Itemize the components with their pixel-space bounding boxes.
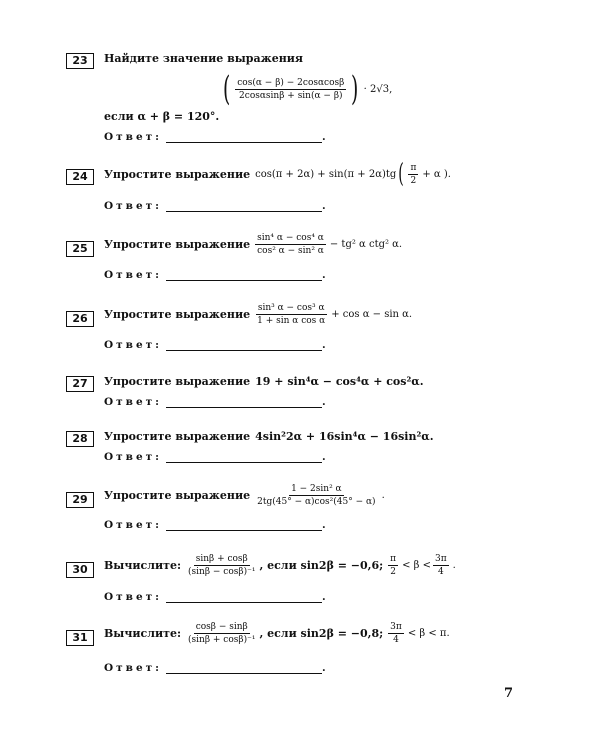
answer-row: Ответ: . bbox=[104, 131, 326, 143]
answer-row: Ответ: . bbox=[104, 591, 326, 603]
answer-row: Ответ: . bbox=[104, 339, 326, 351]
answer-blank[interactable] bbox=[166, 130, 322, 143]
answer-blank[interactable] bbox=[166, 338, 322, 351]
fraction: $\frac{\cos(\alpha - \beta) - 2\cos\alpha\cos\beta}{2\cos\alpha\sin\beta + \sin(\alpha - \beta)}$ bbox=[237, 77, 345, 101]
fraction: $\frac{3\pi}{4}$ bbox=[390, 622, 402, 645]
problem-number: 26 bbox=[66, 311, 94, 327]
fraction: $\frac{\text{1 − 2sin² α}}{\text{2tg(45° − α)cos²(45° − α)}}$ bbox=[257, 484, 376, 507]
problem-line: Упростите выражение 4sin²2α + 16sin⁴α − 16sin²α. bbox=[104, 430, 434, 443]
answer-blank[interactable] bbox=[166, 395, 322, 408]
answer-blank[interactable] bbox=[166, 268, 322, 281]
problem-number: 28 bbox=[66, 431, 94, 447]
problem-text: Найдите значение выражения bbox=[104, 52, 304, 65]
page-number: 7 bbox=[504, 686, 514, 701]
problem-number: 31 bbox=[66, 630, 94, 646]
problem-line: Упростите выражение cos(π + 2α) + sin(π + 2α)tg ( $\frac{\pi}{2}$ + α ). bbox=[104, 159, 451, 189]
problem-number: 23 bbox=[66, 53, 94, 69]
expression: ( $\frac{\cos(\alpha - \beta) - 2\cos\alpha\cos\beta}{2\cos\alpha\sin\beta + \sin(\alpha - \beta)}$ ) · 2√3, bbox=[222, 69, 393, 109]
answer-blank[interactable] bbox=[166, 199, 322, 212]
fraction: $\frac{\sin\beta + \cos\beta}{\text{(sinβ − cosβ)⁻¹}}$ bbox=[188, 554, 256, 577]
fraction: $\frac{3\pi}{4}$ bbox=[435, 554, 447, 577]
problem-line: Упростите выражение $\frac{\text{sin³ α − cos³ α}}{\text{1 + sin α cos α}}$ + cos α − sin α. bbox=[104, 303, 413, 326]
fraction: $\frac{\pi}{2}$ bbox=[410, 162, 417, 186]
problem-line: Упростите выражение $\frac{\text{1 − 2sin² α}}{\text{2tg(45° − α)cos²(45° − α)}}$ . bbox=[104, 484, 385, 507]
problem-line: Упростите выражение $\frac{\text{sin⁴ α − cos⁴ α}}{\text{cos² α − sin² α}}$ − tg² α ctg² α. bbox=[104, 233, 403, 256]
answer-row: Ответ: . bbox=[104, 269, 326, 281]
answer-blank[interactable] bbox=[166, 661, 322, 674]
problem-line: Упростите выражение 19 + sin⁴α − cos⁴α + cos²α. bbox=[104, 375, 424, 388]
answer-blank[interactable] bbox=[166, 590, 322, 603]
fraction: $\frac{\text{sin⁴ α − cos⁴ α}}{\text{cos² α − sin² α}}$ bbox=[257, 233, 324, 256]
problem-number: 24 bbox=[66, 169, 94, 185]
problem-line: Вычислите: $\frac{\cos\beta - \sin\beta}{\text{(sinβ + cosβ)⁻¹}}$ , если sin2β = −0,8; $\frac{3\pi}{4}$ < β < π. bbox=[104, 622, 450, 645]
problem-line: Вычислите: $\frac{\sin\beta + \cos\beta}{\text{(sinβ − cosβ)⁻¹}}$ , если sin2β = −0,6; $\frac{\pi}{2}$ < β < $\frac{3\pi}{4}$ . bbox=[104, 554, 456, 577]
answer-blank[interactable] bbox=[166, 518, 322, 531]
answer-row: Ответ: . bbox=[104, 451, 326, 463]
answer-row: Ответ: . bbox=[104, 200, 326, 212]
condition: если α + β = 120°. bbox=[104, 110, 220, 123]
problem-number: 30 bbox=[66, 562, 94, 578]
answer-blank[interactable] bbox=[166, 450, 322, 463]
problem-number: 25 bbox=[66, 241, 94, 257]
answer-row: Ответ: . bbox=[104, 662, 326, 674]
answer-row: Ответ: . bbox=[104, 519, 326, 531]
fraction: $\frac{\pi}{2}$ bbox=[390, 554, 397, 577]
problem-number: 29 bbox=[66, 492, 94, 508]
fraction: $\frac{\cos\beta - \sin\beta}{\text{(sinβ + cosβ)⁻¹}}$ bbox=[188, 622, 256, 645]
problem-number: 27 bbox=[66, 376, 94, 392]
answer-row: Ответ: . bbox=[104, 396, 326, 408]
fraction: $\frac{\text{sin³ α − cos³ α}}{\text{1 + sin α cos α}}$ bbox=[257, 303, 326, 326]
